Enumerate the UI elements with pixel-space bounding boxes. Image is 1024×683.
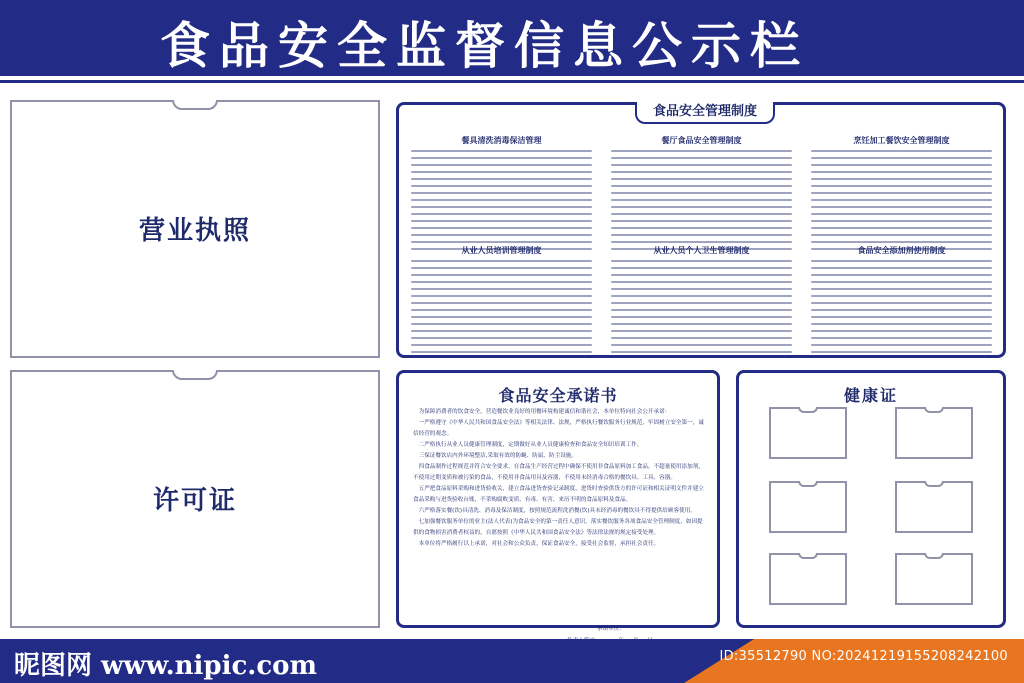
pledge-body: [413, 407, 705, 550]
section-title: 餐具清洗消毒保洁管理: [461, 136, 542, 145]
rules-section: [409, 135, 594, 255]
health-cert-slot: [895, 553, 973, 605]
slot-notch: [798, 407, 818, 413]
rules-title-tab: 食品安全管理制度: [635, 102, 775, 124]
section-title: 从业人员培训管理制度: [461, 246, 542, 255]
section-text: [409, 260, 594, 353]
pledge-paragraph: 六严格落实餐(饮)具清洗、消毒及保洁制度，按照规范流程洗消餐(饮)具未经消毒的餐饮具不得提供给顾客使用。: [418, 508, 696, 514]
slot-notch: [924, 407, 944, 413]
section-text: [409, 150, 594, 250]
footer-bar: [0, 639, 1024, 683]
sign-unit: 承诺单位:: [597, 626, 622, 632]
section-text: [809, 260, 994, 353]
header-rule: [0, 80, 1024, 83]
slot-notch: [798, 553, 818, 559]
rules-panel: [396, 102, 1006, 358]
frame-notch: [172, 370, 218, 380]
pledge-paragraph: 三保证餐饮店内外环境整洁,采取有效的防蝇、防鼠、防尘设施。: [418, 453, 577, 459]
pledge-paragraph: 二严格执行从业人员健康管理制度，定期做好从业人员健康检查和食品安全知识培训工作。: [418, 442, 643, 448]
health-panel: [736, 370, 1006, 628]
health-cert-slot: [769, 481, 847, 533]
business-license-label: 营业执照: [138, 216, 251, 246]
pledge-paragraph: 五严把食品原料采购和进货验收关，建立食品进货查验记录制度，进货时查验供货方的许可证和相关证明文件并建立食品采购与进货验收台账，不采购腐败变质、有毒、有害，来历不明的食品原料及食品。: [413, 486, 704, 503]
health-cert-slot: [769, 407, 847, 459]
business-license-frame: [10, 100, 380, 358]
section-title: 餐厅食品安全管理制度: [661, 136, 742, 145]
section-title: 烹饪加工餐饮安全管理制度: [853, 136, 950, 145]
section-title: 食品安全添加剂使用制度: [857, 246, 946, 255]
health-cert-slot: [895, 407, 973, 459]
pledge-paragraph: 本单位将严格履行以上承诺，对社会和公众负责，保证食品安全，接受社会监督，承担社会责任。: [418, 541, 660, 547]
section-text: [609, 150, 794, 250]
health-cert-slot: [895, 481, 973, 533]
rules-section: [609, 245, 794, 358]
rules-section: [809, 135, 994, 255]
slot-notch: [798, 481, 818, 487]
health-title: 健康证: [843, 386, 898, 405]
header-banner: [0, 0, 1024, 76]
pledge-paragraph: 七加强餐饮服务单位的业主(法人代表)为食品安全的第一责任人意识，落实餐饮服务各项食品安全管理制度，如因提供的食物损害消费者权益的，自愿按照《中华人民共和国食品安全法》等法律法规的规定接受处理。: [413, 519, 703, 536]
rules-section: [409, 245, 594, 358]
watermark-logo: 昵图网 www.nipic.com: [14, 651, 318, 681]
pledge-panel: [396, 370, 720, 632]
rules-section: [809, 245, 994, 358]
watermark-id: ID:35512790 NO:20241219155208242100: [719, 649, 1008, 664]
section-title: 从业人员个人卫生管理制度: [653, 246, 750, 255]
slot-notch: [924, 481, 944, 487]
permit-frame: [10, 370, 380, 628]
pledge-title: 食品安全承诺书: [498, 386, 618, 405]
health-cert-slot: [769, 553, 847, 605]
pledge-paragraph: 为保障消费者的饮食安全，营造餐饮业良好的用餐环境构建诚信和谐社会，本单位特向社会公开承诺：: [418, 409, 671, 415]
frame-notch: [172, 100, 218, 110]
page-title: 食品安全监督信息公示栏: [160, 17, 809, 75]
pledge-paragraph: 四食品制作过程规范并符合安全要求，在食品生产经营过程中确保不使用非食品原料加工食品，不超量使用添加剂，不使用过期变质和被污染的食品，不使用非食品用具及容器，不使用未经消毒合格的餐饮具、工具、容器。: [413, 464, 704, 481]
rules-section: [609, 135, 794, 255]
pledge-paragraph: 一严格遵守《中华人民共和国食品安全法》等相关法律、法规，严格执行餐饮服务行业规范，牢固树立安全第一，诚信经营的观念。: [413, 420, 704, 437]
section-text: [809, 150, 994, 250]
slot-notch: [924, 553, 944, 559]
permit-label: 许可证: [152, 486, 237, 516]
section-text: [609, 260, 794, 353]
